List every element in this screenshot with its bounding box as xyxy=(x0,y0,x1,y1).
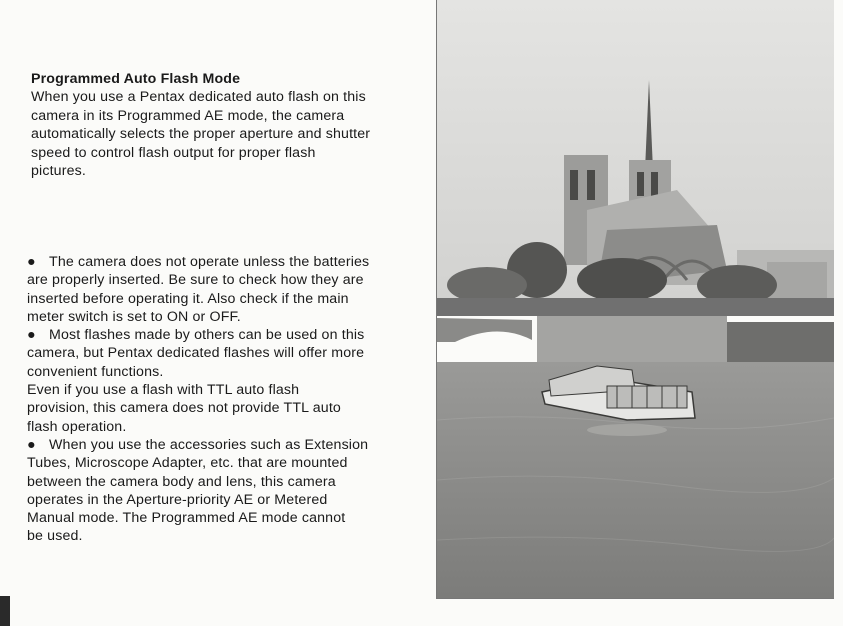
note-line: flash operation. xyxy=(27,418,127,435)
note-line: convenient functions. xyxy=(27,363,164,380)
page-edge-mark xyxy=(0,596,10,626)
notes-section xyxy=(27,253,412,546)
note-line: camera, but Pentax dedicated flashes will offer more xyxy=(27,345,365,362)
photo-illustration xyxy=(437,0,834,598)
intro-line: pictures. xyxy=(31,163,86,180)
note-line: provision, this camera does not provide TTL auto xyxy=(27,400,341,417)
bullet-icon: ● xyxy=(27,327,36,344)
note-line: ● The camera does not operate unless the batteries xyxy=(27,254,370,270)
note-line: Manual mode. The Programmed AE mode cannot xyxy=(27,510,346,527)
bridge xyxy=(437,318,532,342)
note-line: Even if you use a flash with TTL auto flash xyxy=(27,382,300,399)
intro-line: speed to control flash output for proper flash xyxy=(31,144,316,161)
note-line: ● When you use the accessories such as Extension xyxy=(27,436,369,453)
embankment xyxy=(437,298,834,316)
note-line: operates in the Aperture-priority AE or Metered xyxy=(27,491,328,508)
note-line: ● Most flashes made by others can be used on this xyxy=(27,327,365,344)
note-line: inserted before operating it. Also check if the main xyxy=(27,290,349,307)
notre-dame-photo xyxy=(436,0,834,599)
intro-line: automatically selects the proper aperture and shutter xyxy=(31,126,371,143)
section-heading: Programmed Auto Flash Mode xyxy=(31,71,241,87)
note-line: Tubes, Microscope Adapter, etc. that are mounted xyxy=(27,455,348,472)
note-line: between the camera body and lens, this camera xyxy=(27,473,336,490)
bullet-icon: ● xyxy=(27,254,36,270)
bullet-icon: ● xyxy=(27,436,36,453)
note-line: be used. xyxy=(27,528,83,545)
note-line: meter switch is set to ON or OFF. xyxy=(27,308,241,325)
flash-mode-section xyxy=(31,70,411,180)
note-line: are properly inserted. Be sure to check how they are xyxy=(27,272,364,289)
intro-line: camera in its Programmed AE mode, the camera xyxy=(31,107,345,124)
intro-line: When you use a Pentax dedicated auto flash on this xyxy=(31,89,366,106)
